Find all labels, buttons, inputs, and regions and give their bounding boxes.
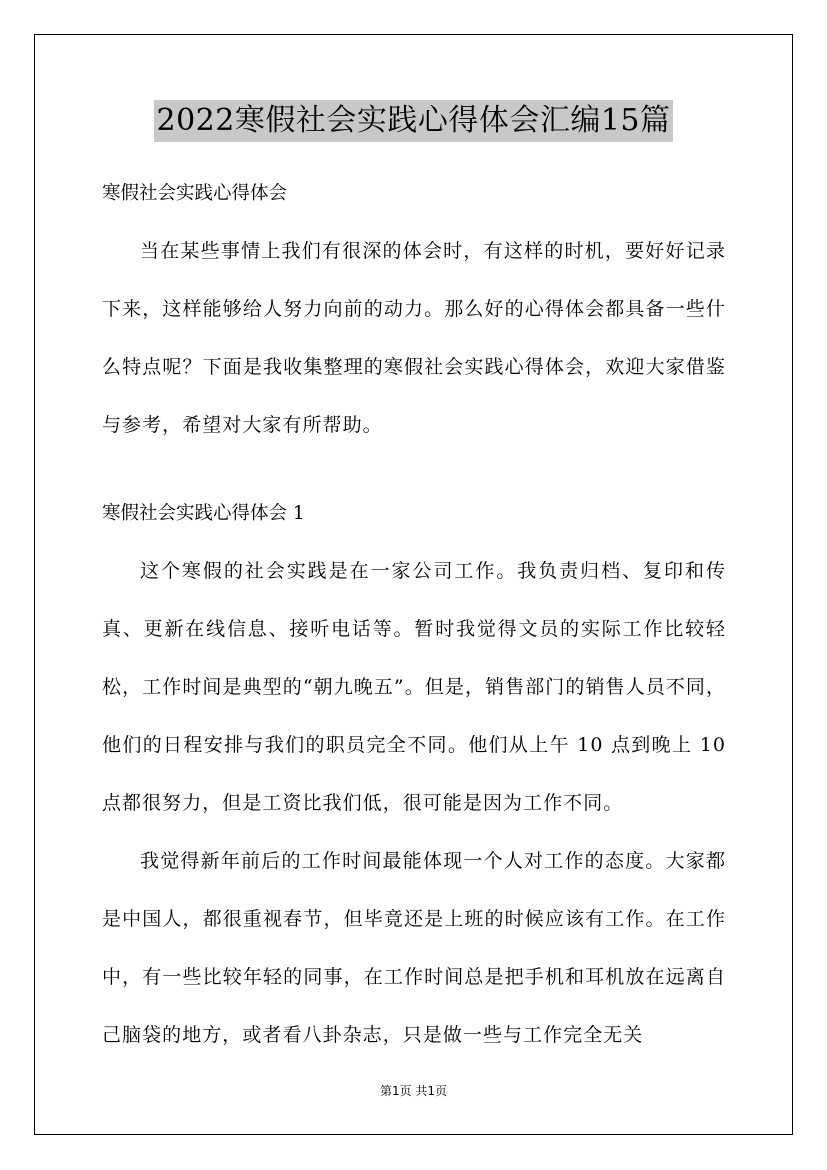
intro-paragraph: 当在某些事情上我们有很深的体会时，有这样的时机，要好好记录下来，这样能够给人努力向前的动力。那么好的心得体会都具备一些什么特点呢？下面是我收集整理的寒假社会实践心得体会，欢迎大家借鉴与参考，希望对大家有所帮助。 bbox=[102, 240, 726, 436]
section-heading: 寒假社会实践心得体会 bbox=[102, 183, 288, 204]
body-paragraph-1: 这个寒假的社会实践是在一家公司工作。我负责归档、复印和传真、更新在线信息、接听电话等。暂时我觉得文员的实际工作比较轻松，工作时间是典型的“朝九晚五”。但是，销售部门的销售人员不同，他们的日程安排与我们的职员完全不同。他们从上午 10 点到晚上 10 点都很努力，但是工资比我们低，很可能是因为工作不同。 bbox=[102, 560, 726, 814]
spacer bbox=[102, 454, 726, 490]
section-heading-1: 寒假社会实践心得体会 1 bbox=[102, 503, 305, 524]
page-footer: 第1页 共1页 bbox=[379, 1084, 448, 1098]
title-container bbox=[0, 100, 827, 142]
body-paragraph-2: 我觉得新年前后的工作时间最能体现一个人对工作的态度。大家都是中国人，都很重视春节，但毕竟还是上班的时候应该有工作。在工作中，有一些比较年轻的同事，在工作时间总是把手机和耳机放在远离自己脑袋的地方，或者看八卦杂志，只是做一些与工作完全无关 bbox=[102, 850, 726, 1046]
document-title: 2022寒假社会实践心得体会汇编15篇 bbox=[154, 100, 672, 142]
document-body bbox=[102, 170, 726, 1064]
